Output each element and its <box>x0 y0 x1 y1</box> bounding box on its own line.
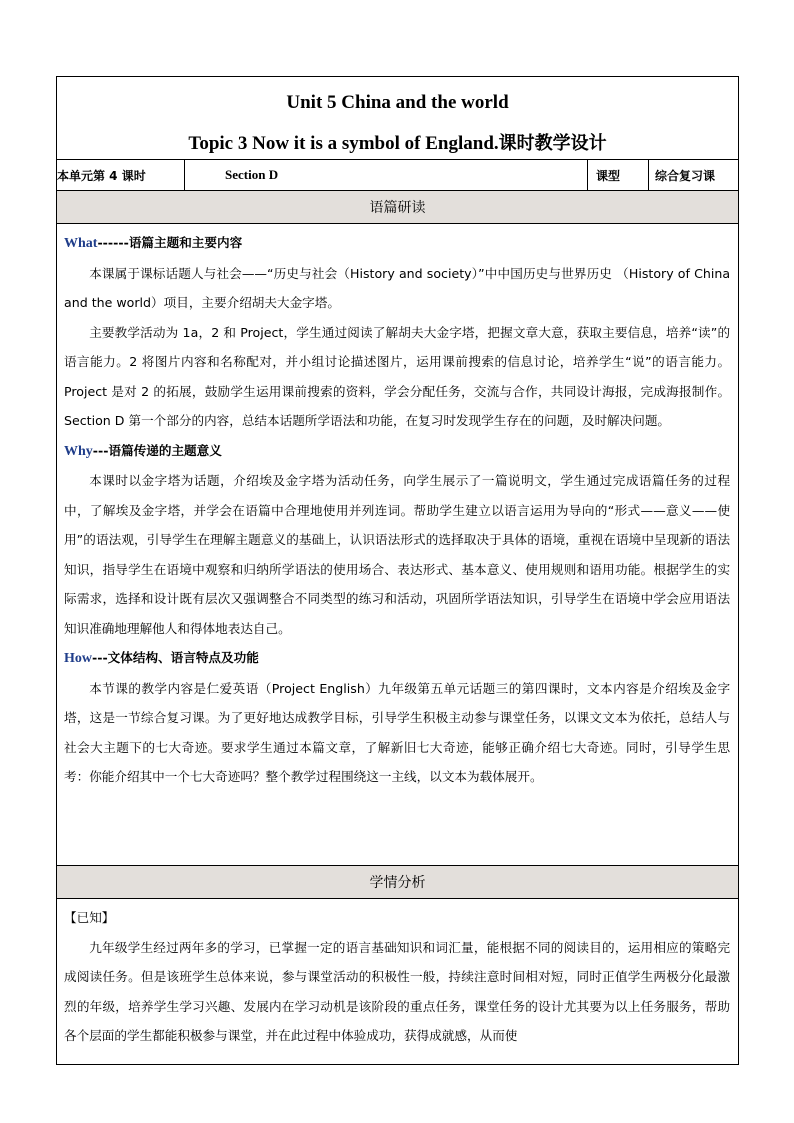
unit-title: Unit 5 China and the world <box>286 91 509 113</box>
topic-title-en: Topic 3 Now it is a symbol of England. <box>188 132 499 154</box>
what-paragraph-2: 主要教学活动为 1a，2 和 Project，学生通过阅读了解胡夫大金字塔，把握文章大意，获取主要信息，培养“读”的语言能力。2 将图片内容和名称配对，并小组讨论描述图片，运用课前搜索的信息讨论，培养学生“说”的语言能力。Project 是对 2 的拓展，鼓励学生运用课前搜索的资料，学会分配任务，交流与合作，共同设计海报，完成海报制作。Section D 第一个部分的内容，总结本话题所学语法和功能，在复习时发现学生存在的问题，及时解决问题。 <box>64 324 731 428</box>
what-paragraph-1: 本课属于课标话题人与社会——“历史与社会（History and society）”中中国历史与世界历史 （History of China and the world）项目，主要介绍胡夫大金字塔。 <box>64 265 731 310</box>
why-heading: Why---语篇传递的主题意义 <box>64 442 222 459</box>
period-cell: 本单元第 4 课时 <box>57 160 185 191</box>
text-study-header: 语篇研读 <box>57 191 739 224</box>
lesson-type-value: 综合复习课 <box>649 160 739 191</box>
known-paragraph: 九年级学生经过两年多的学习，已掌握一定的语言基础知识和词汇量，能根据不同的阅读目的，运用相应的策略完成阅读任务。但是该班学生总体来说，参与课堂活动的积极性一般，持续注意时间相对短，同时正值学生两极分化最激烈的年级，培养学生学习兴趣、发展内在学习动机是该阶段的重点任务，课堂任务的设计尤其要为以上任务服务，帮助各个层面的学生都能积极参与课堂，并在此过程中体验成功，获得成就感，从而使 <box>64 939 731 1043</box>
learner-analysis-body <box>57 899 739 1065</box>
topic-title-cn: 课时教学设计 <box>498 132 607 154</box>
lesson-plan-table <box>56 76 739 1065</box>
how-heading: How---文体结构、语言特点及功能 <box>64 650 259 666</box>
how-paragraph-1: 本节课的教学内容是仁爱英语（Project English）九年级第五单元话题三的第四课时，文本内容是介绍埃及金字塔，这是一节综合复习课。为了更好地达成教学目标，引导学生积极主动参与课堂任务，以课文文本为依托，总结人与社会大主题下的七大奇迹。要求学生通过本篇文章，了解新旧七大奇迹，能够正确介绍七大奇迹。同时，引导学生思考：你能介绍其中一个七大奇迹吗？整个教学过程围绕这一主线，以文本为载体展开。 <box>64 680 731 784</box>
lesson-type-label: 课型 <box>588 160 649 191</box>
title-cell <box>57 77 739 160</box>
learner-analysis-header: 学情分析 <box>57 866 739 899</box>
topic-title <box>57 115 738 156</box>
text-study-body <box>57 224 739 866</box>
what-heading: What------语篇主题和主要内容 <box>64 235 243 251</box>
section-cell: Section D <box>185 160 588 191</box>
lesson-plan-page <box>56 76 738 1065</box>
known-label: 【已知】 <box>64 910 115 925</box>
why-paragraph-1: 本课时以金字塔为话题，介绍埃及金字塔为活动任务，向学生展示了一篇说明文，学生通过完成语篇任务的过程中，了解埃及金字塔，并学会在语篇中合理地使用并列连词。帮助学生建立以语言运用为导向的“形式——意义——使用”的语法观，引导学生在理解主题意义的基础上，认识语法形式的选择取决于具体的语境，重视在语境中呈现新的语法知识，指导学生在语境中观察和归纳所学语法的使用场合、表达形式、基本意义、使用规则和语用功能。根据学生的实际需求，选择和设计既有层次又强调整合不同类型的练习和活动，巩固所学语法知识，引导学生在语境中学会应用语法知识准确地理解他人和得体地表达自己。 <box>64 473 731 636</box>
info-row <box>57 160 739 191</box>
